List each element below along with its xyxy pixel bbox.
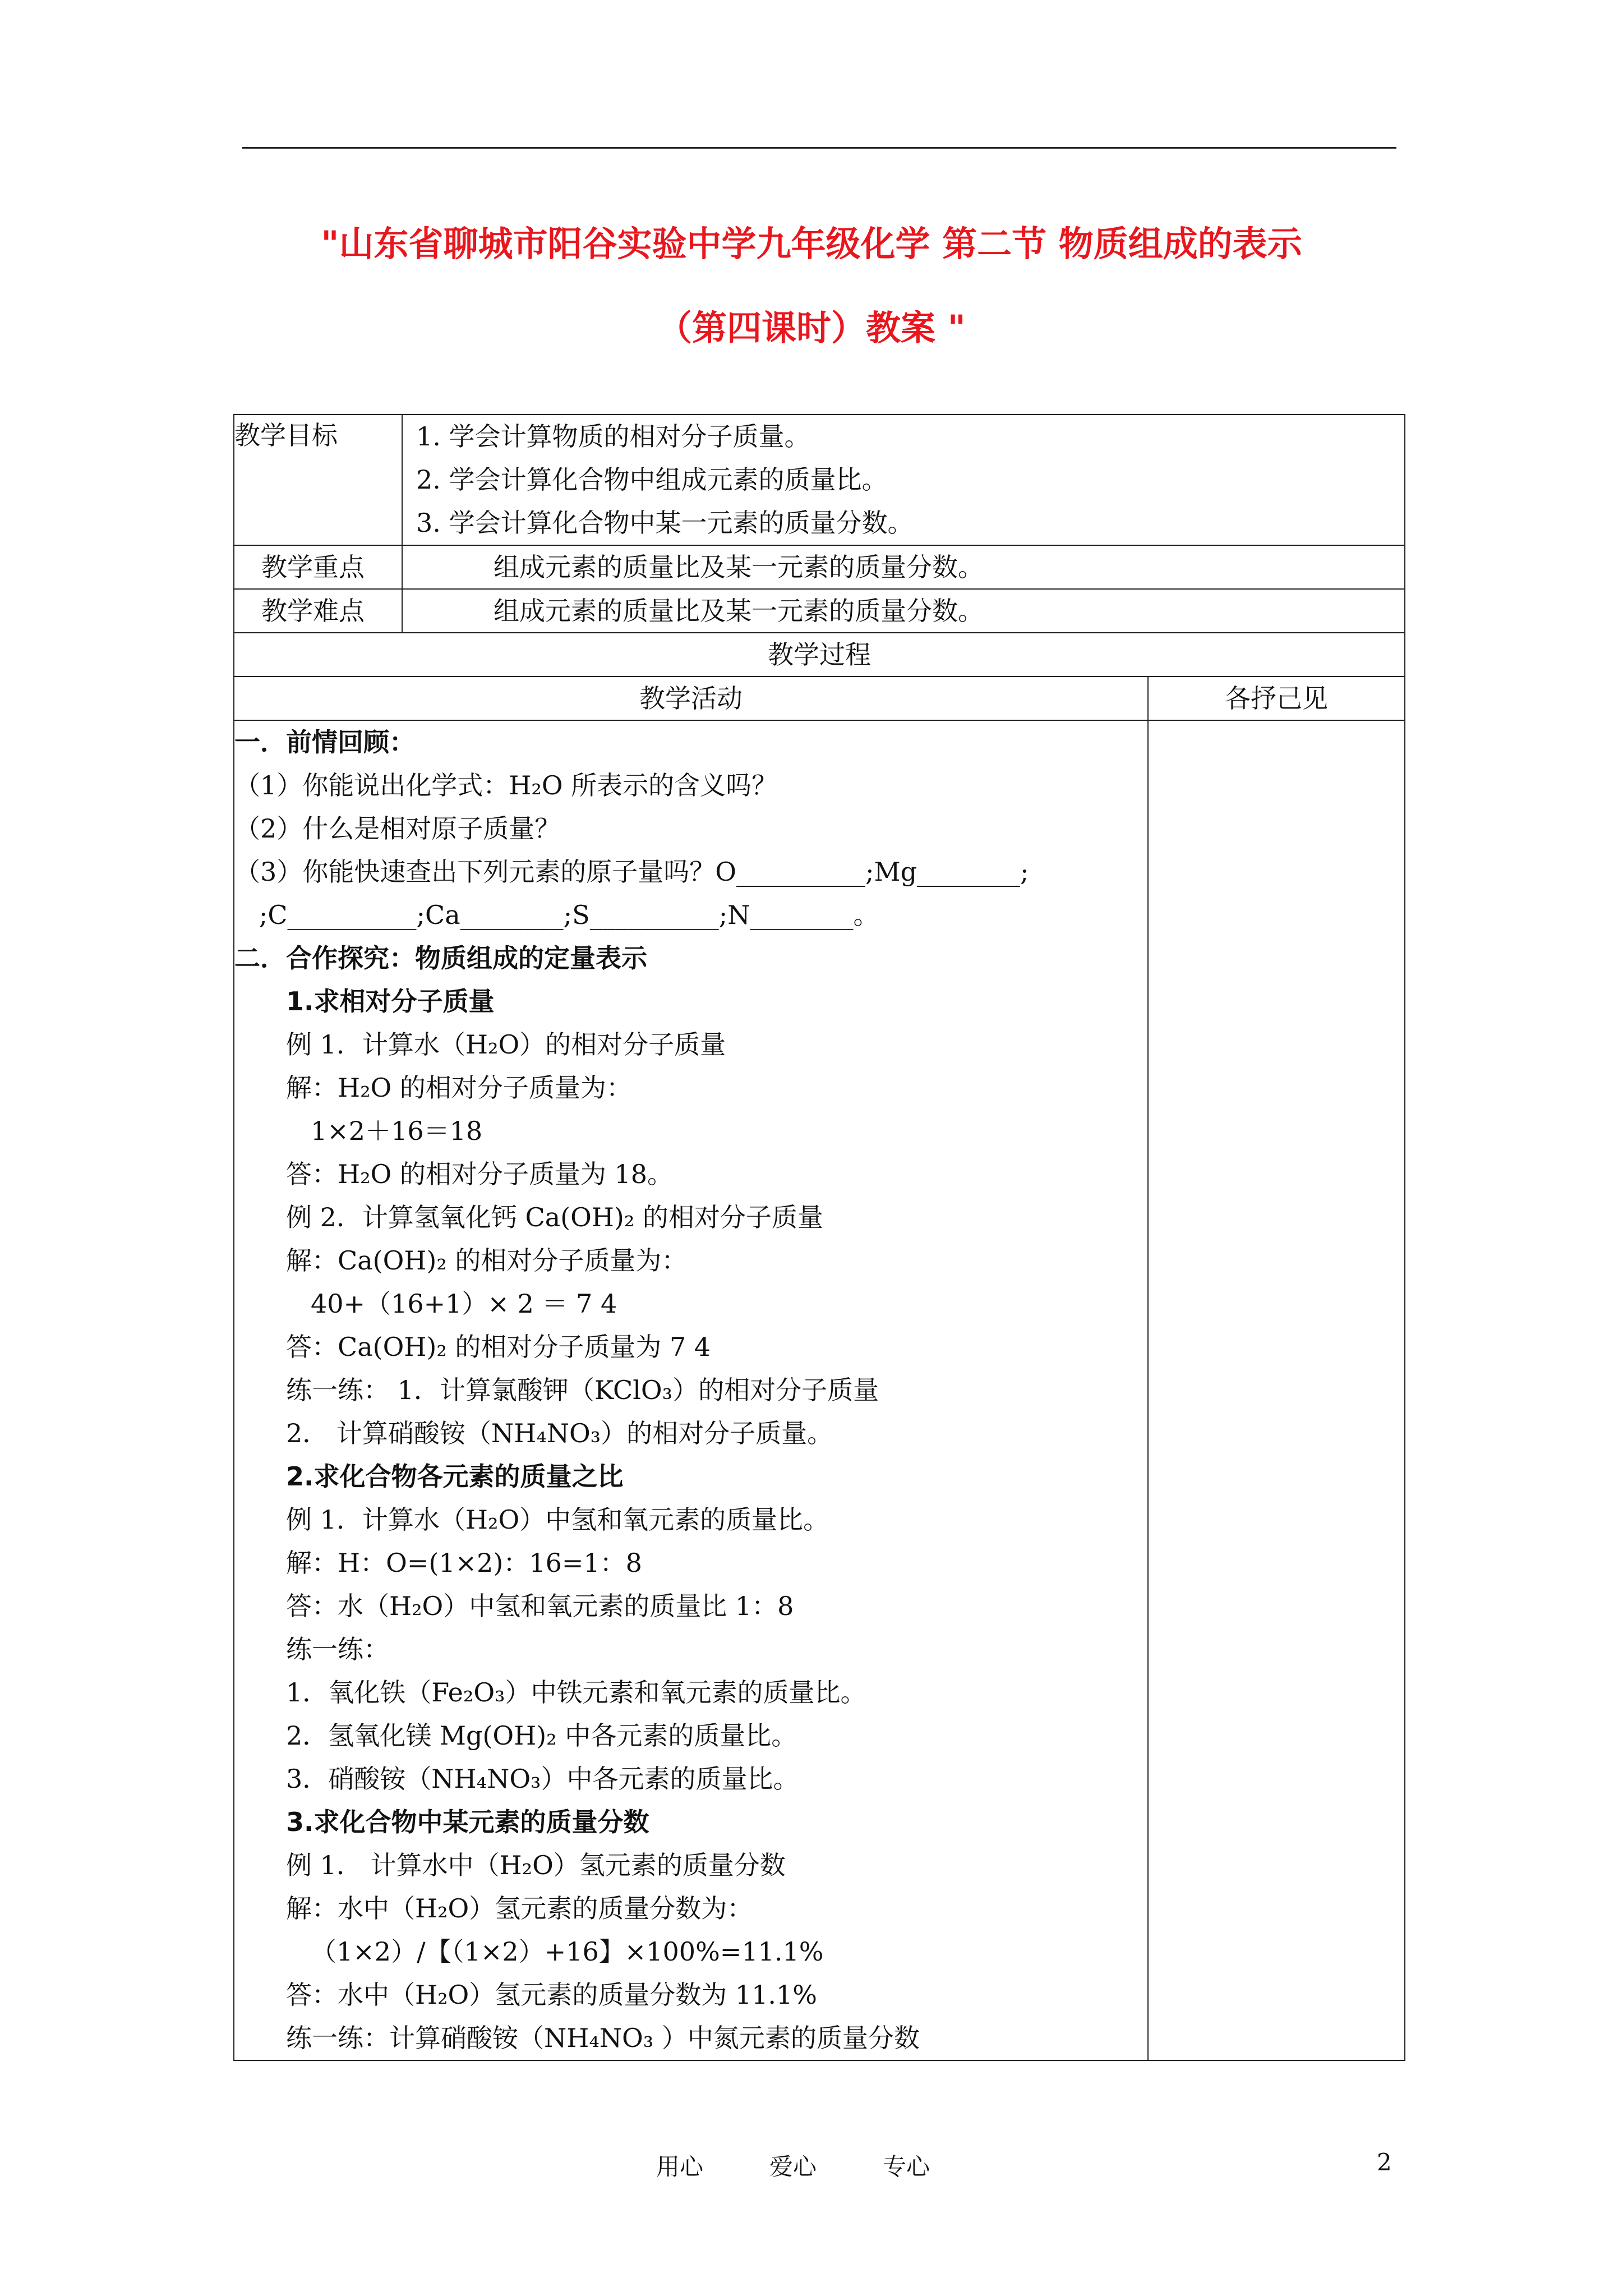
content-line: 练一练： 1．计算氯酸钾（KClO₃）的相对分子质量 [286,1375,879,1405]
content-row [234,720,1405,2060]
formula-line: 1×2＋16＝18 [311,1116,483,1146]
content-line: 答：H₂O 的相对分子质量为 18。 [286,1159,674,1189]
content-line: （1）你能说出化学式：H₂O 所表示的含义吗？ [234,770,778,800]
subsection-heading: 1.求相对分子质量 [286,986,495,1016]
content-line: ;C__________;Ca________;S__________;N________。 [234,900,879,930]
goal-item: 2. 学会计算化合物中组成元素的质量比。 [416,464,888,495]
header-rule [242,147,1396,149]
page-number: 2 [1377,2148,1392,2176]
content-line: 例 1．计算水（H₂O）的相对分子质量 [286,1029,726,1060]
goals-row [234,415,1405,545]
title-line-2: （第四课时）教案 " [657,307,966,348]
content-line: （2）什么是相对原子质量？ [234,813,561,844]
key-row [234,545,1405,589]
difficulty-label: 教学难点 [234,589,402,633]
key-text: 组成元素的质量比及某一元素的质量分数。 [402,545,1405,589]
notes-header: 各抒己见 [1148,677,1405,720]
formula-line: （1×2）/【（1×2）+16】×100%=11.1% [311,1936,824,1967]
section-heading: 二．合作探究：物质组成的定量表示 [234,943,647,973]
content-line: 2． 计算硝酸铵（NH₄NO₃）的相对分子质量。 [286,1418,833,1448]
content-line: 解：H₂O 的相对分子质量为： [286,1073,632,1103]
lesson-table [233,414,1405,2061]
content-line: 2．氢氧化镁 Mg(OH)₂ 中各元素的质量比。 [286,1720,797,1751]
goal-item: 3. 学会计算化合物中某一元素的质量分数。 [416,508,914,538]
difficulty-row [234,589,1405,633]
content-line: 例 1． 计算水中（H₂O）氢元素的质量分数 [286,1850,786,1880]
content-line: 答：水中（H₂O）氢元素的质量分数为 11.1% [286,1980,818,2010]
content-line: （3）你能快速查出下列元素的原子量吗？O__________;Mg________; [234,857,1029,887]
difficulty-text: 组成元素的质量比及某一元素的质量分数。 [402,589,1405,633]
content-line: 练一练： [286,1634,389,1664]
process-header-row [234,633,1405,677]
content-line: 例 2．计算氢氧化钙 Ca(OH)₂ 的相对分子质量 [286,1202,823,1232]
subsection-heading: 2.求化合物各元素的质量之比 [286,1461,624,1492]
content-line: 解：H：O=(1×2)：16=1：8 [286,1548,642,1578]
content-line: 答：Ca(OH)₂ 的相对分子质量为 7 4 [286,1332,711,1362]
footer-left: 用心 [656,2153,704,2180]
notes-column [1148,720,1405,2060]
content-line: 例 1．计算水（H₂O）中氢和氧元素的质量比。 [286,1504,829,1535]
title-line-1: "山东省聊城市阳谷实验中学九年级化学 第二节 物质组成的表示 [321,223,1302,264]
content-line: 解：Ca(OH)₂ 的相对分子质量为： [286,1245,688,1276]
content-line: 解：水中（H₂O）氢元素的质量分数为： [286,1893,753,1924]
footer-middle: 爱心 [769,2153,817,2180]
subsection-heading: 3.求化合物中某元素的质量分数 [286,1807,649,1837]
goals-list [402,415,1405,545]
content-line: 1．氧化铁（Fe₂O₃）中铁元素和氧元素的质量比。 [286,1677,866,1708]
goal-item: 1. 学会计算物质的相对分子质量。 [416,421,810,452]
content-line: 3．硝酸铵（NH₄NO₃）中各元素的质量比。 [286,1764,799,1794]
footer-right: 专心 [883,2153,930,2180]
section-heading: 一．前情回顾： [234,727,415,757]
content-line: 答：水（H₂O）中氢和氧元素的质量比 1：8 [286,1591,794,1621]
key-label: 教学重点 [234,545,402,589]
activity-content [234,720,1148,2060]
goals-label: 教学目标 [234,415,402,545]
formula-line: 40+（16+1）× 2 ＝ 7 4 [311,1289,617,1319]
column-header-row [234,677,1405,720]
activity-header: 教学活动 [234,677,1148,720]
content-line: 练一练：计算硝酸铵（NH₄NO₃ ）中氮元素的质量分数 [286,2023,920,2053]
process-header: 教学过程 [234,633,1405,677]
